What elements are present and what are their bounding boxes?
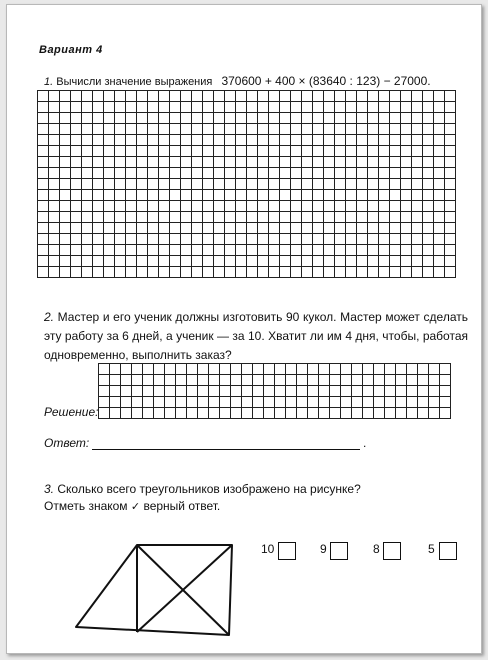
- check-mark-icon: ✓: [130, 501, 141, 513]
- task3-instruction-end: верный ответ.: [143, 499, 221, 513]
- task3-question: Сколько всего треугольников изображено на рисунке?: [57, 482, 361, 496]
- option-label-5: 5: [428, 542, 435, 556]
- task2-number: 2.: [44, 310, 55, 324]
- figure-outline: [76, 545, 232, 635]
- option-checkbox-5[interactable]: [439, 542, 457, 560]
- task3-statement: [44, 481, 361, 516]
- answer-line[interactable]: [92, 449, 360, 450]
- task2-statement: [44, 308, 468, 365]
- task1-number: 1.: [44, 76, 54, 88]
- option-label-10: 10: [261, 542, 275, 556]
- variant-title: Вариант 4: [39, 44, 103, 56]
- option-checkbox-8[interactable]: [383, 542, 401, 560]
- task1-work-grid[interactable]: [37, 90, 456, 278]
- option-checkbox-10[interactable]: [278, 542, 296, 560]
- option-label-8: 8: [373, 542, 380, 556]
- task3-line1: [44, 481, 361, 498]
- option-checkbox-9[interactable]: [330, 542, 348, 560]
- answer-period: .: [363, 436, 367, 450]
- task2-solution-grid[interactable]: [98, 363, 451, 419]
- worksheet-page: [6, 4, 482, 654]
- task3-number: 3.: [44, 482, 55, 496]
- task1-statement: [44, 74, 431, 88]
- task1-text: Вычисли значение выражения: [56, 76, 213, 88]
- task3-line2: [44, 498, 361, 516]
- answer-label: Ответ:: [44, 436, 90, 450]
- task2-text: Мастер и его ученик должны изготовить 90 кукол. Мастер может сделать эту работу за 6 дней, а ученик — за 10. Хватит ли им 4 дня, чтобы, работая одновременно, выполнить заказ?: [44, 310, 468, 362]
- option-label-9: 9: [320, 542, 327, 556]
- triangles-figure: [67, 538, 239, 638]
- task1-expression: 370600 + 400 × (83640 : 123) − 27000.: [221, 74, 431, 88]
- task3-instruction-start: Отметь знаком: [44, 499, 128, 513]
- solution-label: Решение:: [44, 405, 99, 419]
